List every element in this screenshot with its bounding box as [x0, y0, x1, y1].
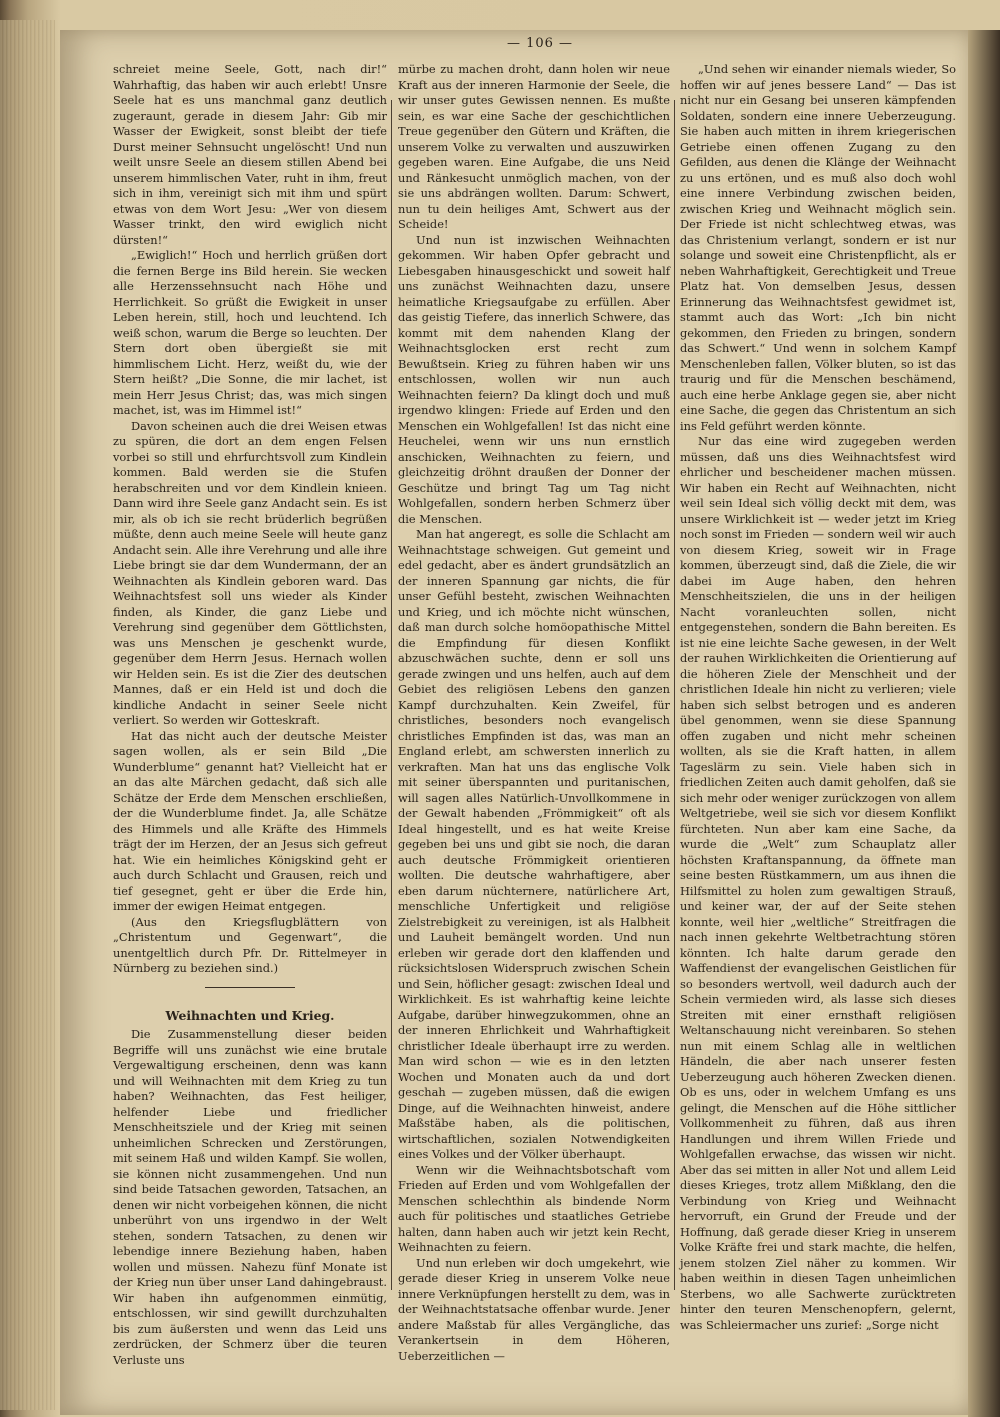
page-edges	[0, 20, 55, 1410]
column-right	[680, 62, 956, 1333]
paragraph: Die Zusammenstellung dieser beiden Begriffe will uns zunächst wie eine brutale Vergewaltigung erscheinen, denn was kann und will Weihnachten mit dem Krieg zu tun haben? Weihnachten, das Fest heiliger, helfender Liebe und friedlicher Menschheitsziele und der Krieg mit seinen unheimlichen Schrecken und Zerstörungen, mit seinem Haß und wilden Kampf. Sie wollen, sie können nicht zusammengehen. Und nun sind beide Tatsachen geworden, Tatsachen, an denen wir nicht vorbeigehen können, die nicht unberührt von uns irgendwo in der Welt stehen, sondern Tatsachen, zu denen wir lebendige innere Beziehung haben, haben wollen und müssen. Nahezu fünf Monate ist der Krieg nun über unser Land dahingebraust. Wir haben ihn aufgenommen einmütig, entschlossen, wir sind gewillt durchzuhalten bis zum äußersten und wenn das Leid uns zerdrücken, der Schmerz über die teuren Verluste uns	[113, 1027, 387, 1367]
page-number: — 106 —	[506, 36, 574, 51]
paragraph: Hat das nicht auch der deutsche Meister sagen wollen, als er sein Bild „Die Wunderblume“ genannt hat? Vielleicht hat er an das alte Märchen gedacht, daß sich alle Schätze der Erde dem Menschen erschließen, der die Wunderblume findet. Ja, alle Schätze des Himmels und alle Kräfte des Himmels trägt der im Herzen, der an Jesus sich gefreut hat. Wie ein heimliches Königskind geht er auch durch Schlacht und Grausen, reich und tief gesegnet, geht er über die Erde hin, immer der ewigen Heimat entgegen.	[113, 728, 387, 913]
paragraph: schreiet meine Seele, Gott, nach dir!“ Wahrhaftig, das haben wir auch erlebt! Unsre Seele hat es uns manchmal ganz deutlich zugeraunt, gerade in diesem Jahr: Gib mir Wasser der Ewigkeit, sonst bleibt der tiefe Durst meiner Sehnsucht ungelöscht! Und nun weilt unsre Seele an diesem stillen Abend bei unserem himmlischen Vater, ruht in ihm, freut sich in ihm, vereinigt sich mit ihm und spürt etwas von dem Wort Jesu: „Wer von diesem Wasser trinkt, den wird ewiglich nicht dürsten!“	[113, 62, 387, 247]
paragraph: „Und sehen wir einander niemals wieder, So hoffen wir auf jenes bessere Land“ — Das ist nicht nur ein Gesang bei unseren kämpfenden Soldaten, sondern eine innere Ueberzeugung. Sie haben auch mitten in ihrem kriegerischen Getriebe einen offenen Zugang zu den Gefilden, aus denen die Klänge der Weihnacht zu uns ertönen, und es muß also doch wohl eine innere Verbindung zwischen beiden, zwischen Krieg und Weihnacht möglich sein. Der Friede ist nicht schlechtweg etwas, was das Christenium verlangt, sondern er ist nur solange und soweit eine Christenpflicht, als er neben Wahrhaftigkeit, Gerechtigkeit und Treue Platz hat. Von demselben Jesus, dessen Erinnerung das Weihnachtsfest gewidmet ist, stammt auch das Wort: „Ich bin nicht gekommen, den Frieden zu bringen, sondern das Schwert.“ Und wenn in solchem Kampf Menschenleben fallen, Völker bluten, so ist das traurig und für die Menschen beschämend, auch eine herbe Anklage gegen sie, aber nicht eine Sache, die gegen das Christentum an sich ins Feld geführt werden könnte.	[680, 62, 956, 433]
paragraph: Davon scheinen auch die drei Weisen etwas zu spüren, die dort an dem engen Felsen vorbei so still und ehrfurchtsvoll zum Kindlein kommen. Bald werden sie die Stufen herabschreiten und vor dem Kindlein knieen. Dann wird ihre Seele ganz Andacht sein. Es ist mir, als ob ich sie recht brüderlich begrüßen müßte, denn auch meine Seele will heute ganz Andacht sein. Alle ihre Verehrung und alle ihre Liebe bringt sie dar dem Wundermann, der an Weihnachten als Kindlein geboren ward. Das Weihnachtsfest soll uns wieder als Kinder finden, als Kinder, die ganz Liebe und Verehrung sind gegenüber dem Göttlichsten, was uns Menschen je geschenkt wurde, gegenüber dem Herrn Jesus. Hernach wollen wir Helden sein. Es ist die Zier des deutschen Mannes, daß er ein Held ist und doch die kindliche Andacht in seiner Seele nicht verliert. So werden wir Gotteskraft.	[113, 418, 387, 727]
paragraph: Und nun erleben wir doch umgekehrt, wie gerade dieser Krieg in unserem Volke neue innere Verknüpfungen herstellt zu dem, was in der Weihnachtstatsache offenbar wurde. Jener andere Maßstab für alles Vergängliche, das Verankertsein in dem Höheren, Ueberzeitlichen —	[398, 1255, 670, 1363]
source-note: (Aus den Kriegsflugblättern von „Christentum und Gegenwart“, die unentgeltlich durch Pfr. Dr. Rittelmeyer in Nürnberg zu beziehen sind.)	[113, 914, 387, 975]
paragraph: Man hat angeregt, es solle die Schlacht am Weihnachtstage schweigen. Gut gemeint und edel gedacht, aber es ändert grundsätzlich an der inneren Spannung gar nichts, die für unser Gefühl besteht, zwischen Weihnachten und Krieg, und ich möchte nicht wünschen, daß man durch solche homöopathische Mittel die Empfindung für diesen Konflikt abzuschwächen suchte, denn er soll uns gerade zwingen und uns helfen, auch auf dem Gebiet des religiösen Lebens den ganzen Kampf durchzuhalten. Kein Zweifel, für christliches, besonders noch evangelisch christliches Empfinden ist das, was man an England erlebt, am schwersten innerlich zu verkraften. Man hat uns das englische Volk mit seiner überspannten und puritanischen, will sagen alles Natürlich-Unvollkommene in der Gewalt habenden „Frömmigkeit“ oft als Ideal hingestellt, und es hat weite Kreise gegeben bei uns und gibt sie noch, die daran auch deutsche Frömmigkeit orientieren wollten. Die deutsche wahrhaftigere, aber eben darum nüchternere, natürlichere Art, menschliche Unfertigkeit und religiöse Zielstrebigkeit zu vereinigen, ist als Halbheit und Lauheit bemängelt worden. Und nun erleben wir gerade dort den klaffenden und rücksichtslosen Widerspruch zwischen Schein und Sein, höflicher gesagt: zwischen Ideal und Wirklichkeit. Es ist wahrhaftig keine leichte Aufgabe, darüber hinwegzukommen, ohne an der inneren Ehrlichkeit und Wahrhaftigkeit christlicher Ideale überhaupt irre zu werden. Man wird schon — wie es in den letzten Wochen und Monaten auch da und dort geschah — zugeben müssen, daß die ewigen Dinge, auf die Weihnachten hinweist, andere Maßstäbe haben, als die politischen, wirtschaftlichen, sozialen Notwendigkeiten eines Volkes und der Völker überhaupt.	[398, 527, 670, 1161]
paragraph: Wenn wir die Weihnachtsbotschaft vom Frieden auf Erden und vom Wohlgefallen der Menschen schlechthin als bindende Norm auch für politisches und staatliches Getriebe halten, dann haben auch wir jetzt kein Recht, Weihnachten zu feiern.	[398, 1162, 670, 1254]
gutter-shadow	[968, 30, 1000, 1417]
column-rule-right	[674, 100, 675, 1290]
paragraph: Und nun ist inzwischen Weihnachten gekommen. Wir haben Opfer gebracht und Liebesgaben hinausgeschickt und soweit half uns zunächst Weihnachten dazu, unsere heimatliche Kriegsaufgabe zu erfüllen. Aber das geistig Tiefere, das innerlich Schwere, das kommt mit dem nahenden Klang der Weihnachtsglocken erst recht zum Bewußtsein. Krieg zu führen haben wir uns entschlossen, wollen wir nun auch Weihnachten feiern? Da klingt doch und muß irgendwo klingen: Friede auf Erden und den Menschen ein Wohlgefallen! Ist das nicht eine Heuchelei, wenn wir uns nun ernstlich anschicken, Weihnachten zu feiern, und gleichzeitig dröhnt draußen der Donner der Geschütze und bringt Tag um Tag nicht Wohlgefallen, sondern herben Schmerz über die Menschen.	[398, 232, 670, 526]
paragraph: mürbe zu machen droht, dann holen wir neue Kraft aus der inneren Harmonie der Seele, die wir unser gutes Gewissen nennen. Es mußte sein, es war eine Sache der geschichtlichen Treue gegenüber den Gütern und Kräften, die unserem Volke zu verwalten und auszuwirken gegeben waren. Eine Aufgabe, die uns Neid und Ränkesucht unmöglich machen, von der sie uns abdrängen wollten. Darum: Schwert, nun tu dein heiliges Amt, Schwert aus der Scheide!	[398, 62, 670, 231]
paragraph: Nur das eine wird zugegeben werden müssen, daß uns dies Weihnachtsfest wird ehrlicher und bescheidener machen müssen. Wir haben ein Recht auf Weihnachten, nicht weil sein Ideal sich völlig deckt mit dem, was unsere Wirklichkeit ist — weder jetzt im Krieg noch sonst im Frieden — sondern weil wir auch von diesem Krieg, soweit wir in Frage kommen, überzeugt sind, daß die Ziele, die wir dabei im Auge haben, den hehren Menschheitszielen, die uns in der heiligen Nacht voranleuchten sollen, nicht entgegenstehen, sondern die Bahn bereiten. Es ist nie eine leichte Sache gewesen, in der Welt der rauhen Wirklichkeiten die Orientierung auf die höheren Ziele der Menschheit und der christlichen Ideale hin nicht zu verlieren; viele haben sich selbst betrogen und es anderen übel genommen, wenn sie diese Spannung offen zugaben und nicht mehr scheinen wollten, als sie die Kraft hatten, in allem Tageslärm zu sein. Viele haben sich in friedlichen Zeiten auch damit geholfen, daß sie sich mehr oder weniger zurückzogen von allem Weltgetriebe, weil sie sich vor diesem Konflikt fürchteten. Nun aber kam eine Sache, da wurde die „Welt“ zum Schauplatz aller höchsten Kraftanspannung, da öffnete man seine besten Rüstkammern, um aus ihnen die Hilfsmittel zu holen zum gewaltigen Strauß, und keiner war, der auf der Seite stehen konnte, weil hier „weltliche“ Streitfragen die nach innen gekehrte Weltbetrachtung stören könnten. Ich halte darum gerade den Waffendienst der evangelischen Geistlichen für so besonders wertvoll, weil dadurch auch der Schein vermieden wird, als lasse sich dieses Streiten mit einer ernsthaft religiösen Weltanschauung nicht vereinbaren. So stehen nun mit einem Schlag alle in weltlichen Händeln, die aber nach unserer festen Ueberzeugung auch höheren Zwecken dienen. Ob es uns, oder in welchem Umfang es uns gelingt, die Menschen auf die Höhe sittlicher Vollkommenheit zu führen, daß aus ihren Handlungen und ihrem Willen Friede und Wohlgefallen erwachse, das wissen wir nicht. Aber das sei mitten in aller Not und allem Leid dieses Krieges, trotz allem Mißklang, den die Verbindung von Krieg und Weihnacht hervorruft, ein Grund der Freude und der Hoffnung, daß gerade dieser Krieg in unserem Volke Kräfte frei und stark machte, die helfen, jenem stolzen Ziel näher zu kommen. Wir haben weithin in diesen Tagen unheimlichen Sterbens, wo alle Sachwerte zurücktreten hinter den teuren Menschenopfern, gelernt, was Schleiermacher uns zurief: „Sorge nicht	[680, 434, 956, 1332]
column-middle	[398, 62, 670, 1364]
paragraph: „Ewiglich!“ Hoch und herrlich grüßen dort die fernen Berge ins Bild herein. Sie wecken alle Herzenssehnsucht nach Höhe und Herrlichkeit. So grüßt die Ewigkeit in unser Leben herein, still, hoch und leuchtend. Ich weiß schon, warum die Berge so leuchten. Der Stern dort oben übergießt sie mit himmlischem Licht. Herz, weißt du, wie der Stern heißt? „Die Sonne, die mir lachet, ist mein Herr Jesus Christ; das, was mich singen machet, ist, was im Himmel ist!“	[113, 248, 387, 417]
article-heading: Weihnachten und Krieg.	[165, 1007, 335, 1023]
column-rule-left	[391, 100, 392, 1290]
section-divider	[205, 987, 295, 988]
column-left	[113, 62, 387, 1368]
